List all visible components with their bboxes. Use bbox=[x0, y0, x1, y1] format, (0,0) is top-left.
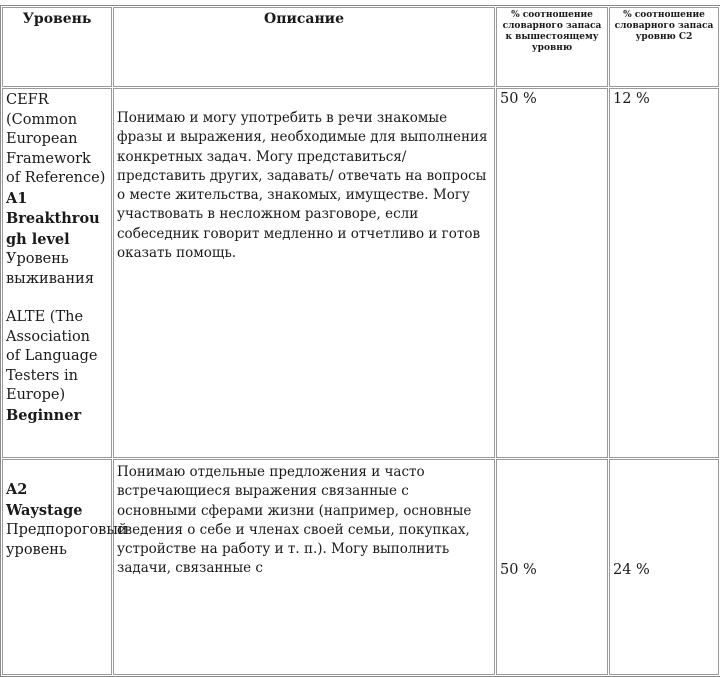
alte-level: Beginner bbox=[6, 406, 82, 424]
ratio-c2-cell: 24 % bbox=[609, 459, 719, 675]
header-description: Описание bbox=[113, 7, 495, 87]
table-row bbox=[2, 459, 719, 675]
level-name: Waystage bbox=[6, 501, 83, 519]
header-level: Уровень bbox=[2, 7, 112, 87]
table-header-row bbox=[2, 7, 719, 87]
description-cell: Понимаю отдельные предложения и часто встречающиеся выражения связанные с основными сферами жизни (например, основные сведения о себе и членах своей семьи, покупках, устройстве на работу и т. п.). Могу выполнить задачи, связанные с bbox=[113, 459, 495, 675]
ratio-prev-cell: 50 % bbox=[496, 88, 608, 458]
level-code: A1 bbox=[6, 189, 28, 207]
header-ratio-prev: % соотношение словарного запаса к вышестоящему уровню bbox=[496, 7, 608, 87]
table-row bbox=[2, 88, 719, 458]
header-ratio-c2: % соотношение словарного запаса уровню C2 bbox=[609, 7, 719, 87]
ratio-c2-cell: 12 % bbox=[609, 88, 719, 458]
level-name-ru: Предпороговый уровень bbox=[6, 522, 128, 558]
cefr-levels-table bbox=[0, 5, 720, 677]
alte-name: ALTE (The Association of Language Testers in Europe) bbox=[6, 309, 98, 403]
level-code: A2 bbox=[6, 481, 28, 498]
cefr-name: CEFR (Common European Framework of Reference) bbox=[6, 92, 106, 186]
description-cell: Понимаю и могу употребить в речи знакомые фразы и выражения, необходимые для выполнения конкретных задач. Могу представиться/ представить других, задавать/ отвечать на вопросы о месте жительства, знакомых, имуществе. Могу участвовать в несложном разговоре, если собеседник говорит медленно и отчетливо и готов оказать помощь. bbox=[113, 88, 495, 458]
level-name: Breakthrough level bbox=[6, 210, 100, 248]
level-cell bbox=[2, 459, 128, 675]
ratio-prev-cell: 50 % bbox=[496, 459, 608, 675]
level-cell bbox=[2, 88, 112, 458]
level-name-ru: Уровень выживания bbox=[6, 251, 94, 287]
